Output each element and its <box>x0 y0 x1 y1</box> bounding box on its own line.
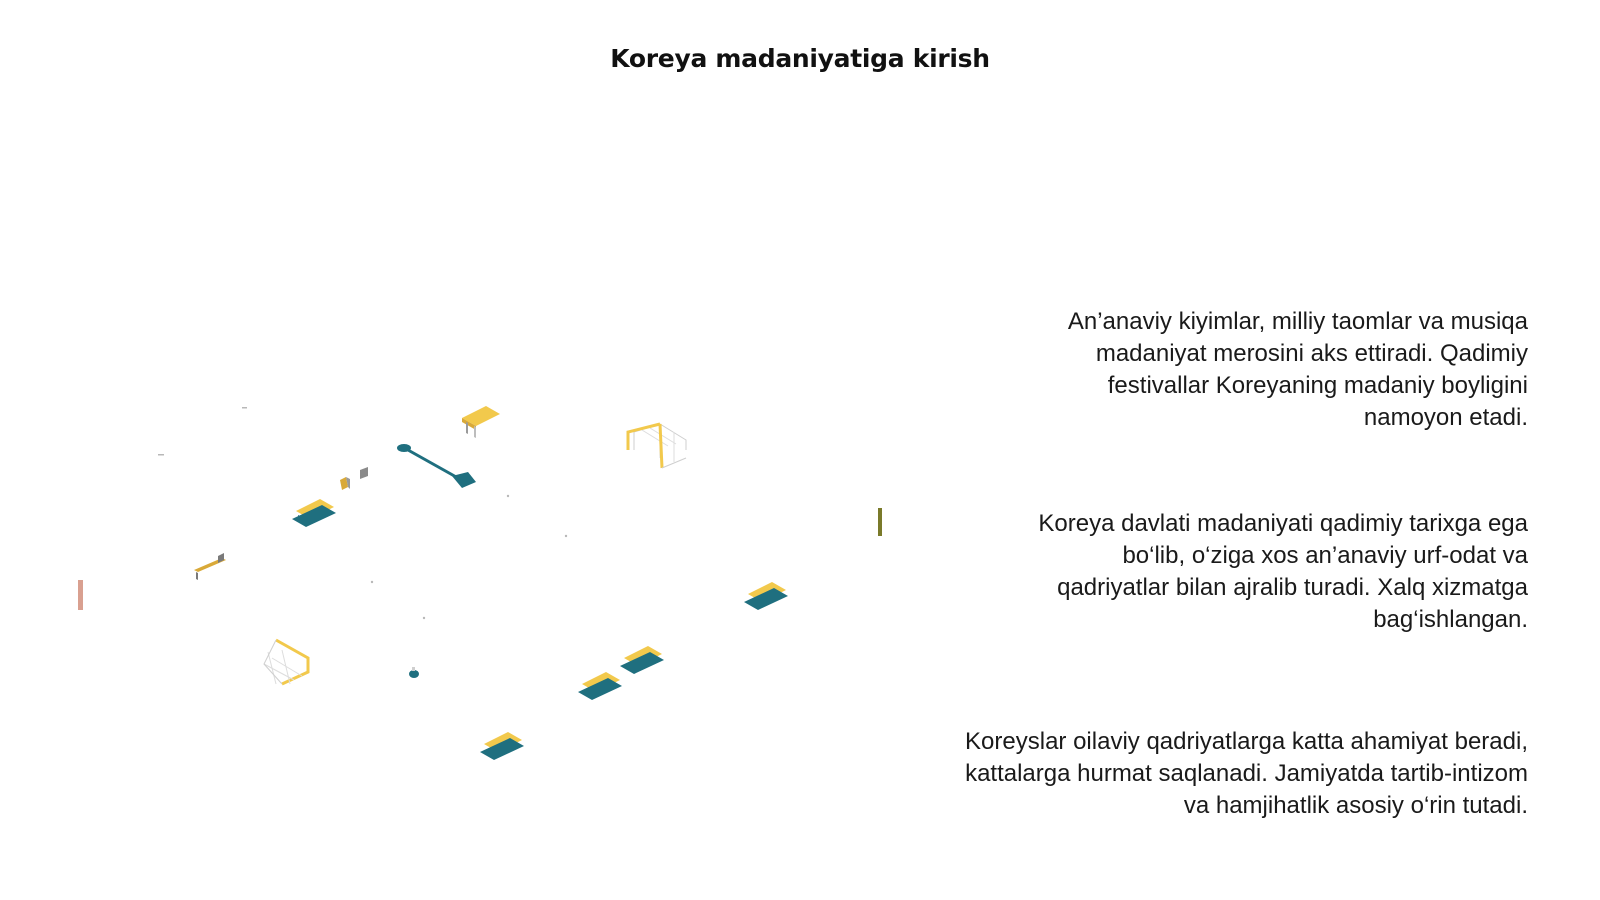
paragraph-traditions: An’anaviy kiyimlar, milliy taomlar va musiqa madaniyat merosini aks ettiradi. Qadimiy festivallar Koreyaning madaniy boyligini namoyon etadi. <box>1067 308 1528 431</box>
goal-icon <box>264 640 308 684</box>
bench-icon <box>578 672 622 700</box>
bench-icon <box>292 499 336 527</box>
bench-icon <box>480 732 524 760</box>
bench-icon <box>462 406 500 438</box>
lamp-post-icon <box>397 444 476 488</box>
slide-title: Koreya madaniyatiga kirish <box>610 44 990 73</box>
paragraph-history: Koreya davlati madaniyati qadimiy tarixga ega bo‘lib, o‘ziga xos an’anaviy urf-odat va qadriyatlar bilan ajralib turadi. Xalq xizmatga bag‘ishlangan. <box>1038 510 1528 633</box>
bollard-icon <box>409 667 419 678</box>
paragraph-family-values: Koreyslar oilaviy qadriyatlarga katta ahamiyat beradi, kattalarga hurmat saqlanadi. Jamiyatda tartib-intizom va hamjihatlik asosiy o‘rin tutadi. <box>965 728 1528 819</box>
ground-specks <box>158 407 567 619</box>
sign-icon <box>360 467 368 479</box>
bench-icon <box>620 646 664 674</box>
green-post-icon <box>878 508 882 536</box>
pink-post-icon <box>78 580 83 610</box>
small-bench-icon <box>194 553 226 580</box>
goal-icon <box>628 424 686 468</box>
bench-icon <box>744 582 788 610</box>
trash-bin-icon <box>340 477 350 490</box>
